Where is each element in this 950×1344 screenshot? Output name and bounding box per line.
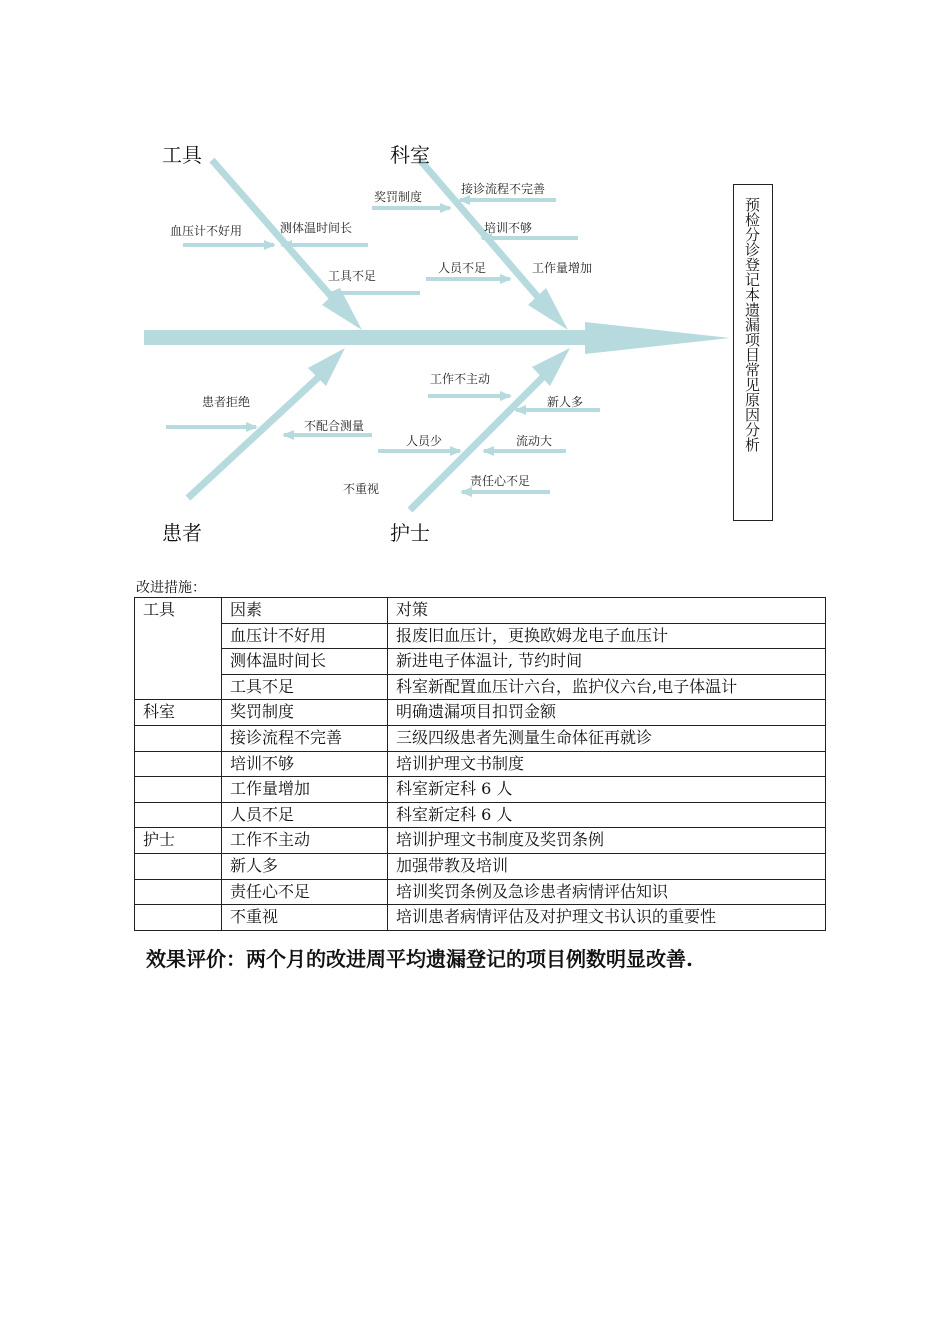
table-cell-category: 工具 — [135, 598, 222, 624]
category-nurse: 护士 — [390, 521, 430, 545]
cause-responsibility-lack: 责任心不足 — [470, 474, 531, 488]
table-row — [135, 802, 826, 828]
table-cell-factor: 责任心不足 — [222, 879, 388, 905]
table-cell-factor: 不重视 — [222, 905, 388, 931]
table-cell-measure: 加强带教及培训 — [388, 853, 826, 879]
spine-arrowhead — [585, 322, 730, 354]
table-cell-measure: 培训护理文书制度 — [388, 751, 826, 777]
table-cell-measure: 明确遗漏项目扣罚金额 — [388, 700, 826, 726]
table-cell-factor: 奖罚制度 — [222, 700, 388, 726]
table-cell-factor: 工作量增加 — [222, 777, 388, 803]
cause-not-proactive: 工作不主动 — [430, 372, 491, 386]
table-cell-category: 科室 — [135, 700, 222, 726]
cause-patient-refuse: 患者拒绝 — [202, 395, 251, 409]
table-row — [135, 700, 826, 726]
cause-process-incomplete: 接诊流程不完善 — [461, 182, 546, 196]
table-cell-measure: 科室新配置血压计六台，监护仪六台,电子体温计 — [388, 674, 826, 700]
cause-many-new: 新人多 — [547, 395, 584, 409]
spine-shaft — [144, 330, 590, 345]
table-cell-measure: 新进电子体温计, 节约时间 — [388, 649, 826, 675]
effect-evaluation: 效果评价：两个月的改进周平均遗漏登记的项目例数明显改善. — [146, 947, 693, 971]
cause-training-lack: 培训不够 — [484, 221, 533, 235]
cause-high-turnover: 流动大 — [516, 434, 553, 448]
table-cell-factor: 人员不足 — [222, 802, 388, 828]
table-cell-measure: 培训奖罚条例及急诊患者病情评估知识 — [388, 879, 826, 905]
table-cell-factor: 接诊流程不完善 — [222, 725, 388, 751]
cause-not-valued: 不重视 — [343, 482, 380, 496]
table-header-measure: 对策 — [388, 598, 826, 624]
cause-staff-lack: 人员不足 — [438, 261, 487, 275]
table-cell-category — [135, 725, 222, 751]
cause-tools-lack: 工具不足 — [328, 269, 377, 283]
fishbone-head-box — [733, 184, 773, 521]
table-cell-measure: 报废旧血压计，更换欧姆龙电子血压计 — [388, 623, 826, 649]
table-row — [135, 879, 826, 905]
category-tools: 工具 — [162, 143, 202, 167]
table-cell-measure: 培训患者病情评估及对护理文书认识的重要性 — [388, 905, 826, 931]
table-cell-category — [135, 853, 222, 879]
table-row — [135, 725, 826, 751]
table-cell-measure: 科室新定科 6 人 — [388, 777, 826, 803]
cause-reward-penalty: 奖罚制度 — [374, 190, 423, 204]
table-cell-category — [135, 674, 222, 700]
table-row — [135, 674, 826, 700]
table-header-factor: 因素 — [222, 598, 388, 624]
table-cell-category — [135, 879, 222, 905]
table-cell-category — [135, 751, 222, 777]
improvement-title: 改进措施： — [136, 580, 206, 596]
table-row — [135, 828, 826, 854]
table-row — [135, 623, 826, 649]
cause-bp-meter-bad: 血压计不好用 — [170, 224, 243, 238]
cause-temp-long: 测体温时间长 — [280, 221, 353, 235]
table-cell-category — [135, 777, 222, 803]
table-cell-measure: 三级四级患者先测量生命体征再就诊 — [388, 725, 826, 751]
table-cell-category — [135, 905, 222, 931]
table-cell-category — [135, 623, 222, 649]
table-row — [135, 905, 826, 931]
table-cell-factor: 测体温时间长 — [222, 649, 388, 675]
cause-workload-up: 工作量增加 — [532, 261, 593, 275]
table-cell-factor: 工作不主动 — [222, 828, 388, 854]
cause-not-cooperate: 不配合测量 — [304, 419, 365, 433]
table-cell-factor: 培训不够 — [222, 751, 388, 777]
improvement-table-body — [135, 598, 826, 931]
cause-staff-few: 人员少 — [406, 434, 443, 448]
improvement-table — [134, 597, 826, 931]
table-row — [135, 777, 826, 803]
table-cell-measure: 培训护理文书制度及奖罚条例 — [388, 828, 826, 854]
category-patient: 患者 — [162, 521, 202, 545]
table-row — [135, 649, 826, 675]
table-cell-factor: 工具不足 — [222, 674, 388, 700]
table-header-row — [135, 598, 826, 624]
table-cell-measure: 科室新定科 6 人 — [388, 802, 826, 828]
table-cell-category: 护士 — [135, 828, 222, 854]
fishbone-head-label: 预检分诊登记本遗漏项目常见原因分析 — [743, 197, 761, 452]
table-cell-category — [135, 802, 222, 828]
table-row — [135, 853, 826, 879]
table-cell-factor: 血压计不好用 — [222, 623, 388, 649]
table-row — [135, 751, 826, 777]
category-department: 科室 — [390, 143, 430, 167]
table-cell-category — [135, 649, 222, 675]
table-cell-factor: 新人多 — [222, 853, 388, 879]
